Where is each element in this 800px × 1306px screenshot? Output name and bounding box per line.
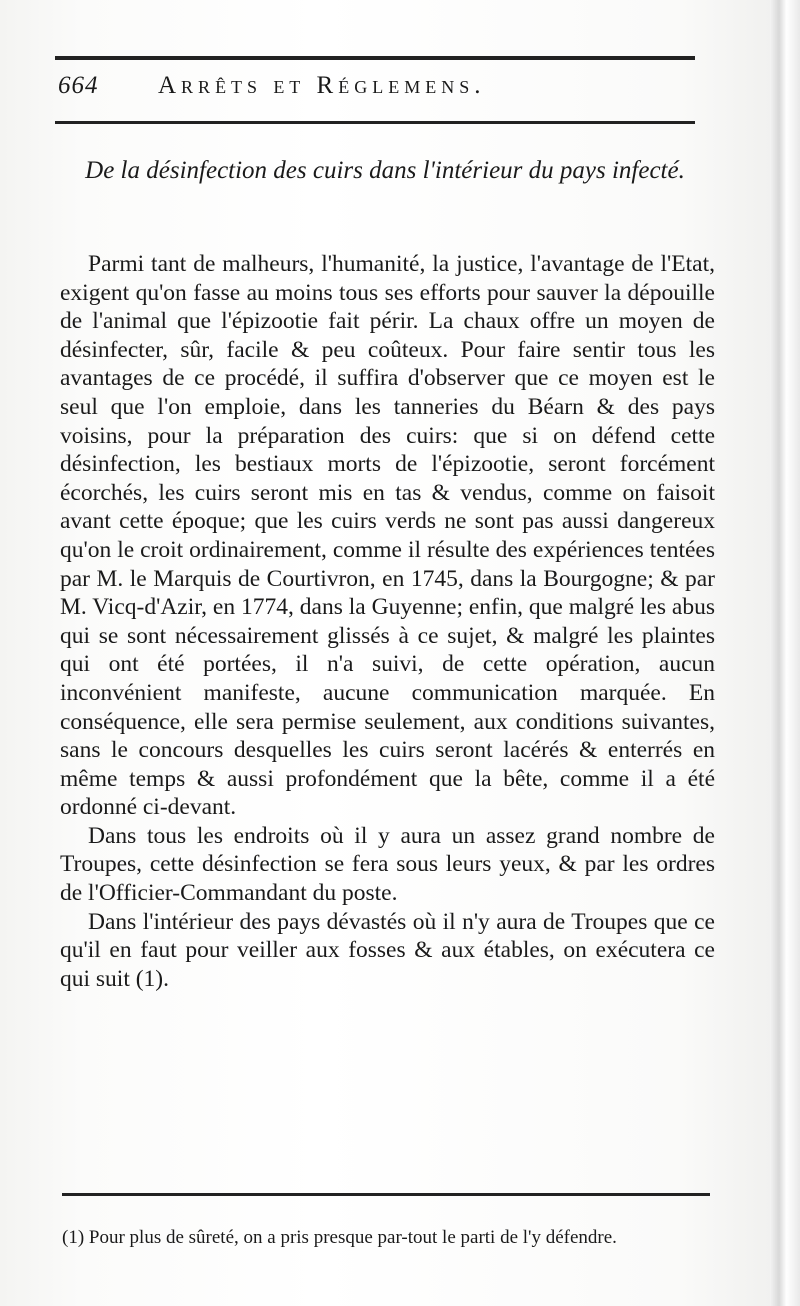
footnote: (1) Pour plus de sûreté, on a pris presque par-tout le parti de l'y défendre. bbox=[62, 1227, 617, 1248]
paragraph-3: Dans l'intérieur des pays dévastés où il n'y aura de Troupes que ce qu'il en faut pour veiller aux fosses & aux étables, on exécutera ce qui suit (1). bbox=[60, 908, 715, 992]
running-title: Arrêts et Réglemens. bbox=[158, 72, 486, 99]
header-top-rule bbox=[55, 56, 695, 60]
paragraph-1: Parmi tant de malheurs, l'humanité, la justice, l'avantage de l'Etat, exigent qu'on fasse au moins tous ses efforts pour sauver la dépouille de l'animal que l'épizootie fait périr. La chaux offre un moyen de désinfecter, sûr, facile & peu coûteux. Pour faire sentir tous les avantages de ce procédé, il suffira d'observer que ce moyen est le seul que l'on emploie, dans les tanneries du Béarn & des pays voisins, pour la préparation des cuirs: que si on défend cette désinfection, les bestiaux morts de l'épizootie, seront forcément écorchés, les cuirs seront mis en tas & vendus, comme on faisoit avant cette époque; que les cuirs verds ne sont pas aussi dangereux qu'on le croit ordinairement, comme il résulte des expériences tentées par M. le Marquis de Courtivron, en 1745, dans la Bourgogne; & par M. Vicq-d'Azir, en 1774, dans la Guyenne; enfin, que malgré les abus qui se sont nécessairement glissés à ce sujet, & malgré les plaintes qui ont été portées, il n'a suivi, de cette opération, aucun inconvénient manifeste, aucune communication marquée. En conséquence, elle sera permise seulement, aux conditions suivantes, sans le concours desquelles les cuirs seront lacérés & enterrés en même temps & aussi profondément que la bête, comme il a été ordonné ci-devant. bbox=[60, 251, 715, 821]
page-edge-shadow bbox=[770, 0, 800, 1306]
paragraph-2: Dans tous les endroits où il y aura un assez grand nombre de Troupes, cette désinfection se fera sous leurs yeux, & par les ordres de l'Officier-Commandant du poste. bbox=[60, 822, 715, 907]
section-title: De la désinfection des cuirs dans l'intérieur du pays infecté. bbox=[85, 157, 685, 184]
body-text bbox=[60, 250, 715, 993]
footnote-rule bbox=[62, 1193, 710, 1196]
page-number: 664 bbox=[58, 72, 99, 99]
header-bottom-rule bbox=[55, 121, 695, 124]
running-header bbox=[58, 72, 688, 108]
